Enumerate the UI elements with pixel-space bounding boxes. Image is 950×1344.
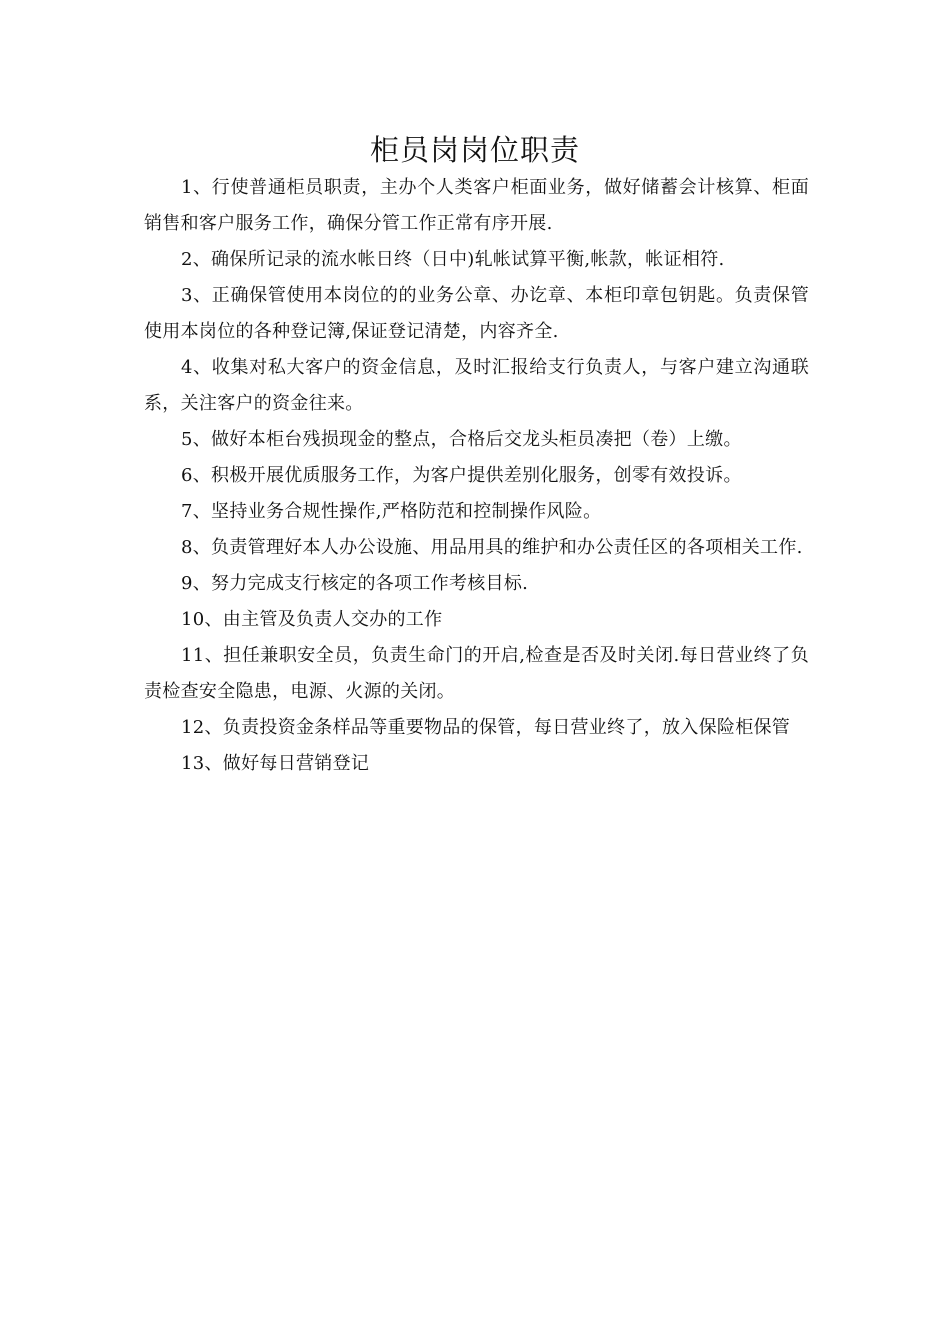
duty-item-5: 5、做好本柜台残损现金的整点，合格后交龙头柜员凑把（卷）上缴。 (181, 429, 742, 450)
duty-item-6: 6、积极开展优质服务工作，为客户提供差别化服务，创零有效投诉。 (181, 465, 742, 486)
duty-item-9: 9、努力完成支行核定的各项工作考核目标. (181, 573, 529, 594)
duty-item-4: 4、收集对私大客户的资金信息，及时汇报给支行负责人，与客户建立沟通联系，关注客户的资金往来。 (144, 357, 809, 414)
duty-item-3: 3、正确保管使用本岗位的的业务公章、办讫章、本柜印章包钥匙。负责保管使用本岗位的各种登记簿,保证登记清楚，内容齐全. (144, 285, 809, 342)
duty-item-13: 13、做好每日营销登记 (181, 753, 370, 774)
duty-item-8: 8、负责管理好本人办公设施、用品用具的维护和办公责任区的各项相关工作. (181, 537, 803, 558)
duty-item-10: 10、由主管及负责人交办的工作 (181, 609, 443, 630)
document-title: 柜员岗岗位职责 (369, 133, 580, 167)
duty-item-2: 2、确保所记录的流水帐日终（日中)轧帐试算平衡,帐款，帐证相符. (181, 249, 725, 270)
duty-item-7: 7、坚持业务合规性操作,严格防范和控制操作风险。 (181, 501, 602, 522)
duty-item-12: 12、负责投资金条样品等重要物品的保管，每日营业终了，放入保险柜保管 (181, 717, 791, 738)
duty-item-11: 11、担任兼职安全员，负责生命门的开启,检查是否及时关闭.每日营业终了负责检查安全隐患，电源、火源的关闭。 (144, 645, 809, 702)
duty-item-1: 1、行使普通柜员职责，主办个人类客户柜面业务，做好储蓄会计核算、柜面销售和客户服务工作，确保分管工作正常有序开展. (144, 177, 809, 234)
document-body (144, 170, 809, 782)
